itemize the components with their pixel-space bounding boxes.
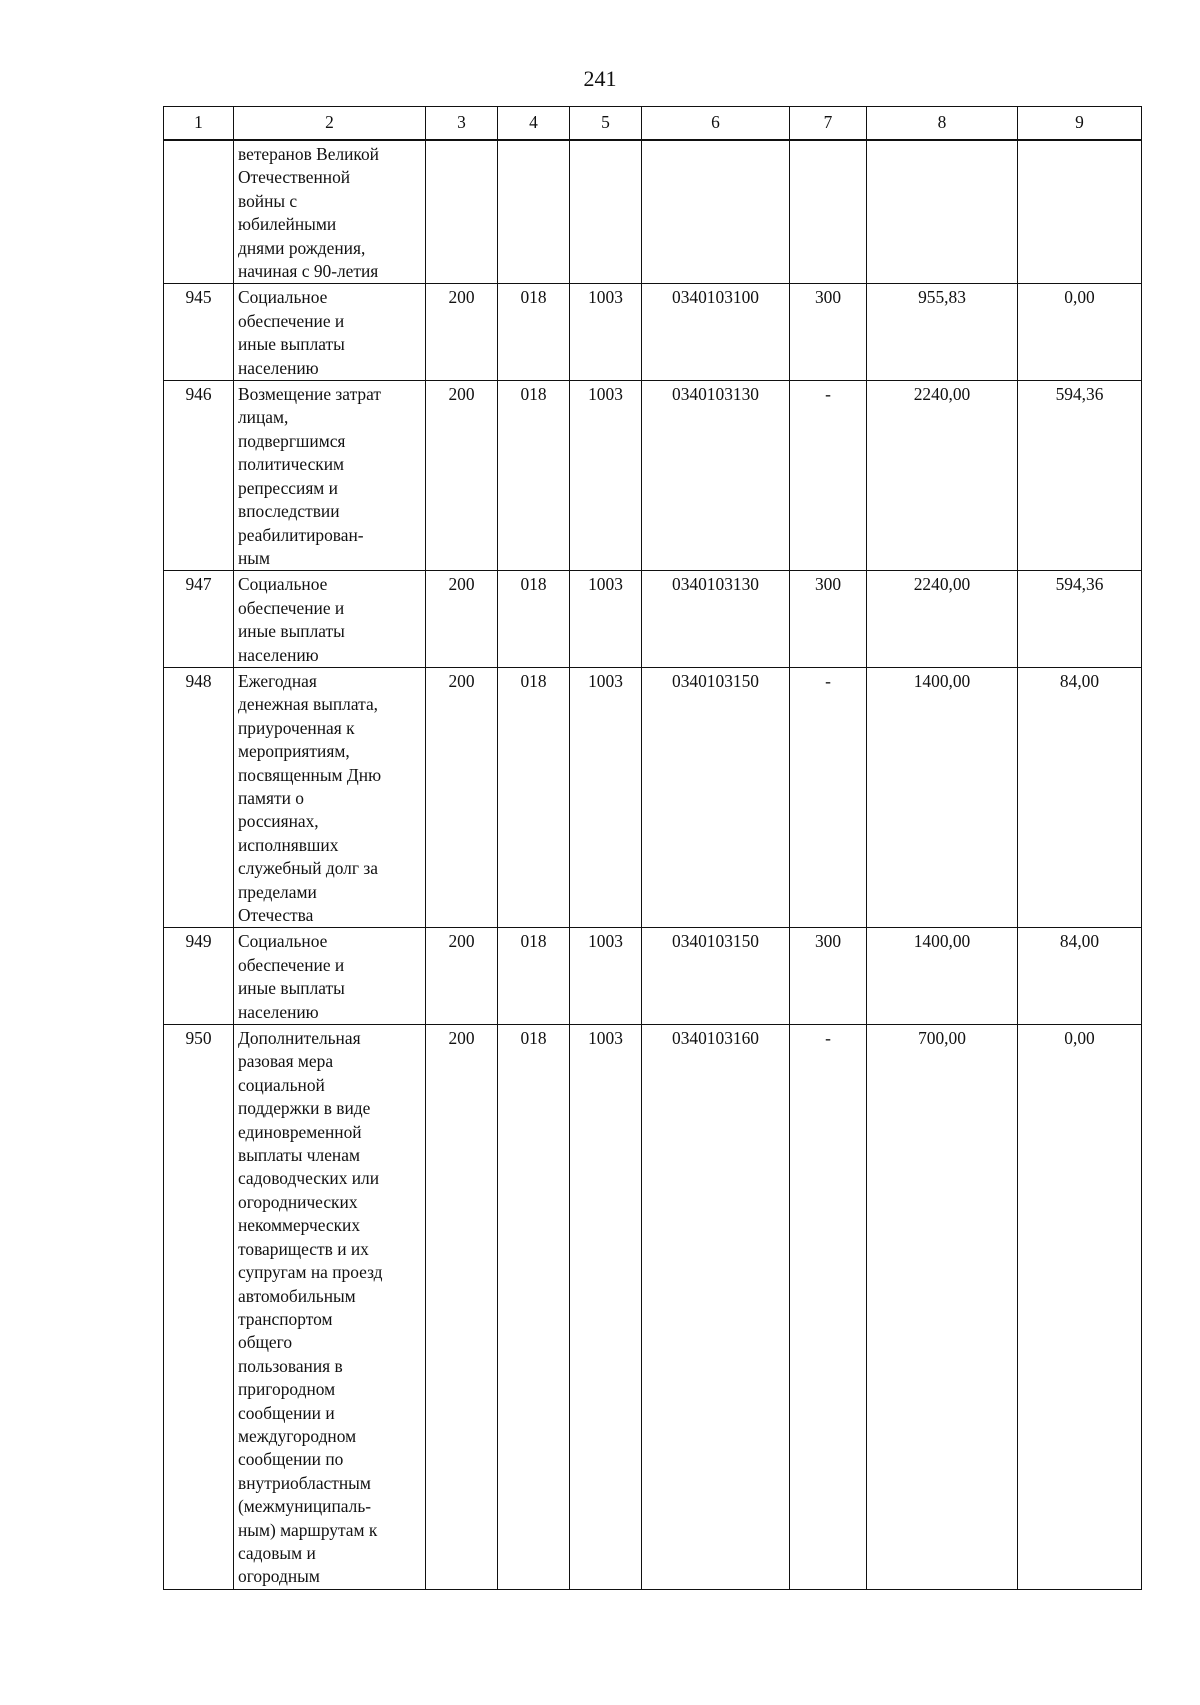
column-3-cell	[426, 140, 498, 284]
item-name-line: приуроченная к	[238, 717, 355, 738]
column-7-cell: 300	[790, 928, 867, 1025]
item-name-line: огороднических	[238, 1191, 358, 1212]
column-7-cell: 300	[790, 571, 867, 668]
item-name-line: реабилитирован-	[238, 524, 364, 545]
column-9-cell: 84,00	[1018, 667, 1142, 927]
item-name-line: юбилейными	[238, 214, 337, 235]
column-8-cell: 2240,00	[867, 571, 1018, 668]
item-name-line: Отечества	[238, 905, 314, 925]
column-3-cell: 200	[426, 284, 498, 381]
item-name-line: Социальное	[238, 931, 328, 952]
item-name-line: товариществ и их	[238, 1238, 369, 1259]
column-6-cell: 0340103130	[642, 381, 790, 571]
item-name-line: транспортом	[238, 1308, 333, 1329]
column-3-cell: 200	[426, 928, 498, 1025]
column-7-cell: -	[790, 667, 867, 927]
budget-table	[163, 106, 1142, 1590]
column-6-cell: 0340103150	[642, 667, 790, 927]
item-name-line: поддержки в виде	[238, 1098, 371, 1119]
column-6-cell	[642, 140, 790, 284]
column-5-cell: 1003	[570, 284, 642, 381]
item-name-cell	[234, 381, 426, 571]
item-name-line: внутриобластным	[238, 1472, 371, 1493]
item-name-line: подвергшимся	[238, 430, 346, 451]
column-header-2: 2	[234, 107, 426, 141]
column-9-cell: 84,00	[1018, 928, 1142, 1025]
item-name-line: Дополнительная	[238, 1028, 361, 1049]
row-number-cell: 945	[164, 284, 234, 381]
item-name-cell	[234, 284, 426, 381]
column-3-cell: 200	[426, 1025, 498, 1590]
item-name-line: садовым и	[238, 1542, 316, 1563]
item-name-line: ным) маршрутам к	[238, 1519, 378, 1540]
column-6-cell: 0340103150	[642, 928, 790, 1025]
item-name-cell	[234, 928, 426, 1025]
item-name-line: Ежегодная	[238, 670, 317, 691]
item-name-line: социальной	[238, 1074, 325, 1095]
column-9-cell: 594,36	[1018, 571, 1142, 668]
item-name-line: Социальное	[238, 287, 328, 308]
column-5-cell: 1003	[570, 381, 642, 571]
column-4-cell: 018	[498, 571, 570, 668]
item-name-line: днями рождения,	[238, 237, 366, 258]
item-name-line: некоммерческих	[238, 1215, 361, 1236]
column-8-cell: 700,00	[867, 1025, 1018, 1590]
item-name-cell	[234, 1025, 426, 1590]
item-name-line: единовременной	[238, 1121, 362, 1142]
column-4-cell: 018	[498, 928, 570, 1025]
column-8-cell: 955,83	[867, 284, 1018, 381]
item-name-line: обеспечение и	[238, 597, 345, 618]
column-9-cell	[1018, 140, 1142, 284]
item-name-line: служебный долг за	[238, 858, 378, 879]
item-name-line: репрессиям и	[238, 477, 338, 498]
column-header-6: 6	[642, 107, 790, 141]
item-name-line: разовая мера	[238, 1051, 334, 1072]
column-7-cell: 300	[790, 284, 867, 381]
item-name-line: иные выплаты	[238, 621, 345, 642]
item-name-line: (межмуниципаль-	[238, 1496, 372, 1517]
column-4-cell: 018	[498, 284, 570, 381]
column-header-8: 8	[867, 107, 1018, 141]
item-name-line: памяти о	[238, 787, 304, 808]
column-header-4: 4	[498, 107, 570, 141]
column-8-cell: 1400,00	[867, 928, 1018, 1025]
table-row	[164, 667, 1142, 927]
item-name-line: сообщении по	[238, 1449, 344, 1470]
column-header-3: 3	[426, 107, 498, 141]
item-name-line: междугородном	[238, 1425, 357, 1446]
column-3-cell: 200	[426, 381, 498, 571]
item-name-line: мероприятиям,	[238, 741, 350, 762]
item-name-line: огородным	[238, 1566, 320, 1587]
column-header-7: 7	[790, 107, 867, 141]
item-name-line: политическим	[238, 454, 345, 475]
column-8-cell	[867, 140, 1018, 284]
column-9-cell: 594,36	[1018, 381, 1142, 571]
row-number-cell: 950	[164, 1025, 234, 1590]
item-name-line: ным	[238, 547, 270, 568]
item-name-line: населению	[238, 1001, 319, 1022]
item-name-line: обеспечение и	[238, 954, 345, 975]
item-name-line: пределами	[238, 881, 317, 902]
item-name-line: населению	[238, 644, 319, 665]
item-name-line: начиная с 90-летия	[238, 261, 379, 282]
item-name-line: лицам,	[238, 407, 289, 428]
page-number: 241	[583, 66, 617, 91]
item-name-line: Отечественной	[238, 167, 351, 188]
column-8-cell: 2240,00	[867, 381, 1018, 571]
column-4-cell: 018	[498, 381, 570, 571]
item-name-line: пользования в	[238, 1355, 343, 1376]
column-header-9: 9	[1018, 107, 1142, 141]
column-7-cell: -	[790, 381, 867, 571]
column-4-cell	[498, 140, 570, 284]
item-name-cell	[234, 667, 426, 927]
column-9-cell: 0,00	[1018, 284, 1142, 381]
column-header-1: 1	[164, 107, 234, 141]
item-name-line: россиянах,	[238, 811, 319, 832]
item-name-line: денежная выплата,	[238, 694, 379, 715]
column-4-cell: 018	[498, 667, 570, 927]
column-4-cell: 018	[498, 1025, 570, 1590]
item-name-line: ветеранов Великой	[238, 144, 379, 164]
table-header-row	[164, 107, 1142, 141]
item-name-line: выплаты членам	[238, 1145, 360, 1166]
column-header-5: 5	[570, 107, 642, 141]
item-name-line: иные выплаты	[238, 334, 345, 355]
item-name-line: садоводческих или	[238, 1168, 380, 1189]
column-7-cell: -	[790, 1025, 867, 1590]
item-name-line: войны с	[238, 190, 298, 211]
item-name-line: Социальное	[238, 574, 328, 595]
column-6-cell: 0340103130	[642, 571, 790, 668]
item-name-line: иные выплаты	[238, 978, 345, 999]
column-6-cell: 0340103100	[642, 284, 790, 381]
column-5-cell: 1003	[570, 571, 642, 668]
item-name-line: сообщении и	[238, 1402, 335, 1423]
column-3-cell: 200	[426, 571, 498, 668]
column-3-cell: 200	[426, 667, 498, 927]
row-number-cell	[164, 140, 234, 284]
item-name-line: впоследствии	[238, 501, 340, 522]
item-name-line: супругам на проезд	[238, 1262, 383, 1283]
column-6-cell: 0340103160	[642, 1025, 790, 1590]
column-5-cell: 1003	[570, 1025, 642, 1590]
row-number-cell: 948	[164, 667, 234, 927]
table-row	[164, 1025, 1142, 1590]
item-name-line: автомобильным	[238, 1285, 356, 1306]
row-number-cell: 947	[164, 571, 234, 668]
item-name-line: посвященным Дню	[238, 764, 382, 785]
table-body	[164, 140, 1142, 1589]
column-7-cell	[790, 140, 867, 284]
table-row	[164, 571, 1142, 668]
row-number-cell: 949	[164, 928, 234, 1025]
column-9-cell: 0,00	[1018, 1025, 1142, 1590]
column-8-cell: 1400,00	[867, 667, 1018, 927]
item-name-line: общего	[238, 1332, 293, 1353]
column-5-cell	[570, 140, 642, 284]
row-number-cell: 946	[164, 381, 234, 571]
item-name-line: населению	[238, 357, 319, 378]
table-row	[164, 928, 1142, 1025]
item-name-line: обеспечение и	[238, 310, 345, 331]
table-row	[164, 284, 1142, 381]
item-name-cell	[234, 571, 426, 668]
table-row	[164, 381, 1142, 571]
item-name-line: исполнявших	[238, 834, 339, 855]
item-name-cell	[234, 140, 426, 284]
column-5-cell: 1003	[570, 928, 642, 1025]
column-5-cell: 1003	[570, 667, 642, 927]
item-name-line: пригородном	[238, 1379, 336, 1400]
item-name-line: Возмещение затрат	[238, 384, 381, 405]
table-row	[164, 140, 1142, 284]
